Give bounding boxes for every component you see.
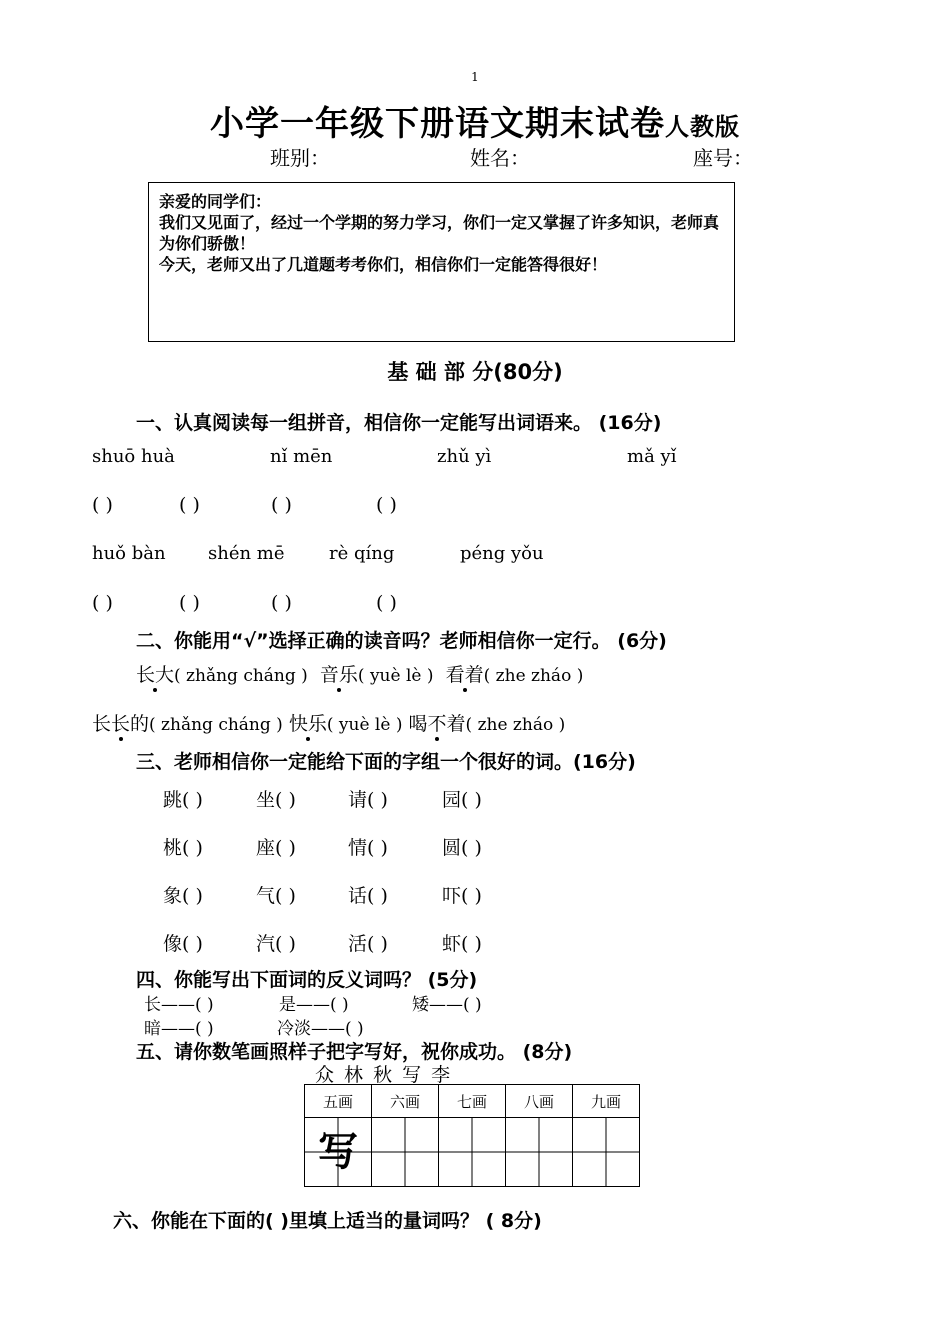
- q4-item[interactable]: 是——( ): [279, 995, 349, 1015]
- q1-pinyin-6: shén mē: [208, 543, 285, 564]
- intro-greeting: 亲爱的同学们：: [159, 192, 272, 211]
- writing-cell[interactable]: [305, 1118, 372, 1187]
- writing-cell[interactable]: [506, 1118, 573, 1187]
- intro-box: [148, 182, 735, 342]
- writing-cell[interactable]: [439, 1118, 506, 1187]
- stroke-header: 六画: [372, 1085, 439, 1118]
- q1-blank[interactable]: ( ): [271, 494, 292, 516]
- q3-title: 三、老师相信你一定能给下面的字组一个很好的词。(16分): [136, 751, 636, 773]
- q4-item[interactable]: 暗——( ): [144, 1019, 214, 1039]
- q1-title: 一、认真阅读每一组拼音，相信你一定能写出词语来。 (16分): [136, 412, 662, 434]
- q4-title: 四、你能写出下面词的反义词吗？ (5分): [136, 969, 478, 991]
- q1-pinyin-8: péng yǒu: [460, 543, 544, 564]
- q3-item[interactable]: 话( ): [348, 885, 388, 907]
- stroke-header: 五画: [305, 1085, 372, 1118]
- q1-pinyin-3: zhǔ yì: [437, 446, 492, 467]
- q4-item[interactable]: 长——( ): [144, 995, 214, 1015]
- q3-item[interactable]: 活( ): [348, 933, 388, 955]
- q2-line-2: [92, 709, 565, 736]
- q1-blank[interactable]: ( ): [179, 494, 200, 516]
- q2-line-1: [136, 660, 583, 687]
- q2-word-e: 快乐: [288, 713, 327, 735]
- stroke-header: 八画: [506, 1085, 573, 1118]
- q3-item[interactable]: 座( ): [256, 837, 296, 859]
- q2-options-d[interactable]: ( zhǎng cháng ): [149, 715, 283, 735]
- q2-word-f: 喝不着: [408, 713, 466, 735]
- q2-options-e[interactable]: ( yuè lè ): [326, 715, 403, 735]
- q3-item[interactable]: 跳( ): [163, 789, 203, 811]
- writing-cell[interactable]: [372, 1118, 439, 1187]
- name-label: 姓名：: [470, 146, 530, 170]
- q1-blank[interactable]: ( ): [376, 494, 397, 516]
- q3-item[interactable]: 汽( ): [256, 933, 296, 955]
- q3-item[interactable]: 吓( ): [442, 885, 482, 907]
- title-edition: 人教版: [665, 113, 740, 141]
- q2-options-a[interactable]: ( zhǎng cháng ): [174, 666, 308, 686]
- q1-pinyin-4: mǎ yǐ: [627, 446, 677, 467]
- q3-item[interactable]: 圆( ): [442, 837, 482, 859]
- q4-item[interactable]: 冷淡——( ): [277, 1019, 364, 1039]
- sample-character: 写: [318, 1128, 358, 1175]
- q3-item[interactable]: 坐( ): [256, 789, 296, 811]
- q2-word-c: 看着: [445, 664, 484, 686]
- q2-title: 二、你能用“√”选择正确的读音吗？老师相信你一定行。 (6分): [136, 630, 667, 652]
- seat-label: 座号：: [693, 146, 753, 170]
- q1-pinyin-1: shuō huà: [92, 446, 175, 467]
- q1-blank[interactable]: ( ): [376, 592, 397, 614]
- q5-title: 五、请你数笔画照样子把字写好，祝你成功。 (8分): [136, 1041, 573, 1063]
- q3-item[interactable]: 气( ): [256, 885, 296, 907]
- intro-line-2: 今天，老师又出了几道题考考你们，相信你们一定能答得很好！: [159, 255, 608, 274]
- q6-title: 六、你能在下面的( )里填上适当的量词吗？ ( 8分): [113, 1210, 542, 1232]
- q2-options-c[interactable]: ( zhe zháo ): [483, 666, 584, 686]
- page-number: 1: [471, 70, 479, 84]
- section-basic-title: 基 础 部 分(80分): [387, 360, 563, 384]
- stroke-header: 九画: [573, 1085, 640, 1118]
- q1-pinyin-7: rè qíng: [329, 543, 395, 564]
- q3-item[interactable]: 情( ): [348, 837, 388, 859]
- q4-item[interactable]: 矮——( ): [412, 995, 482, 1015]
- page-title: [0, 96, 950, 145]
- q3-item[interactable]: 象( ): [163, 885, 203, 907]
- q3-item[interactable]: 桃( ): [163, 837, 203, 859]
- q2-word-b: 音乐: [319, 664, 358, 686]
- title-main: 小学一年级下册语文期末试卷: [210, 104, 665, 144]
- stroke-table: [304, 1084, 640, 1187]
- stroke-header: 七画: [439, 1085, 506, 1118]
- q2-options-b[interactable]: ( yuè lè ): [357, 666, 434, 686]
- q5-characters: 众 林 秋 写 李: [315, 1064, 453, 1086]
- q1-blank[interactable]: ( ): [179, 592, 200, 614]
- q2-options-f[interactable]: ( zhe zháo ): [465, 715, 566, 735]
- q3-item[interactable]: 园( ): [442, 789, 482, 811]
- q3-item[interactable]: 请( ): [348, 789, 388, 811]
- class-label: 班别：: [270, 146, 330, 170]
- q1-blank[interactable]: ( ): [271, 592, 292, 614]
- q1-blank[interactable]: ( ): [92, 592, 113, 614]
- q3-item[interactable]: 虾( ): [442, 933, 482, 955]
- q2-word-a: 长大: [136, 664, 175, 686]
- q2-word-d: 长长的: [92, 713, 150, 735]
- writing-cell[interactable]: [573, 1118, 640, 1187]
- q1-blank[interactable]: ( ): [92, 494, 113, 516]
- q1-pinyin-5: huǒ bàn: [92, 543, 166, 564]
- intro-line-1: 我们又见面了，经过一个学期的努力学习，你们一定又掌握了许多知识，老师真为你们骄傲！: [159, 213, 720, 253]
- q1-pinyin-2: nǐ mēn: [270, 446, 333, 467]
- q3-item[interactable]: 像( ): [163, 933, 203, 955]
